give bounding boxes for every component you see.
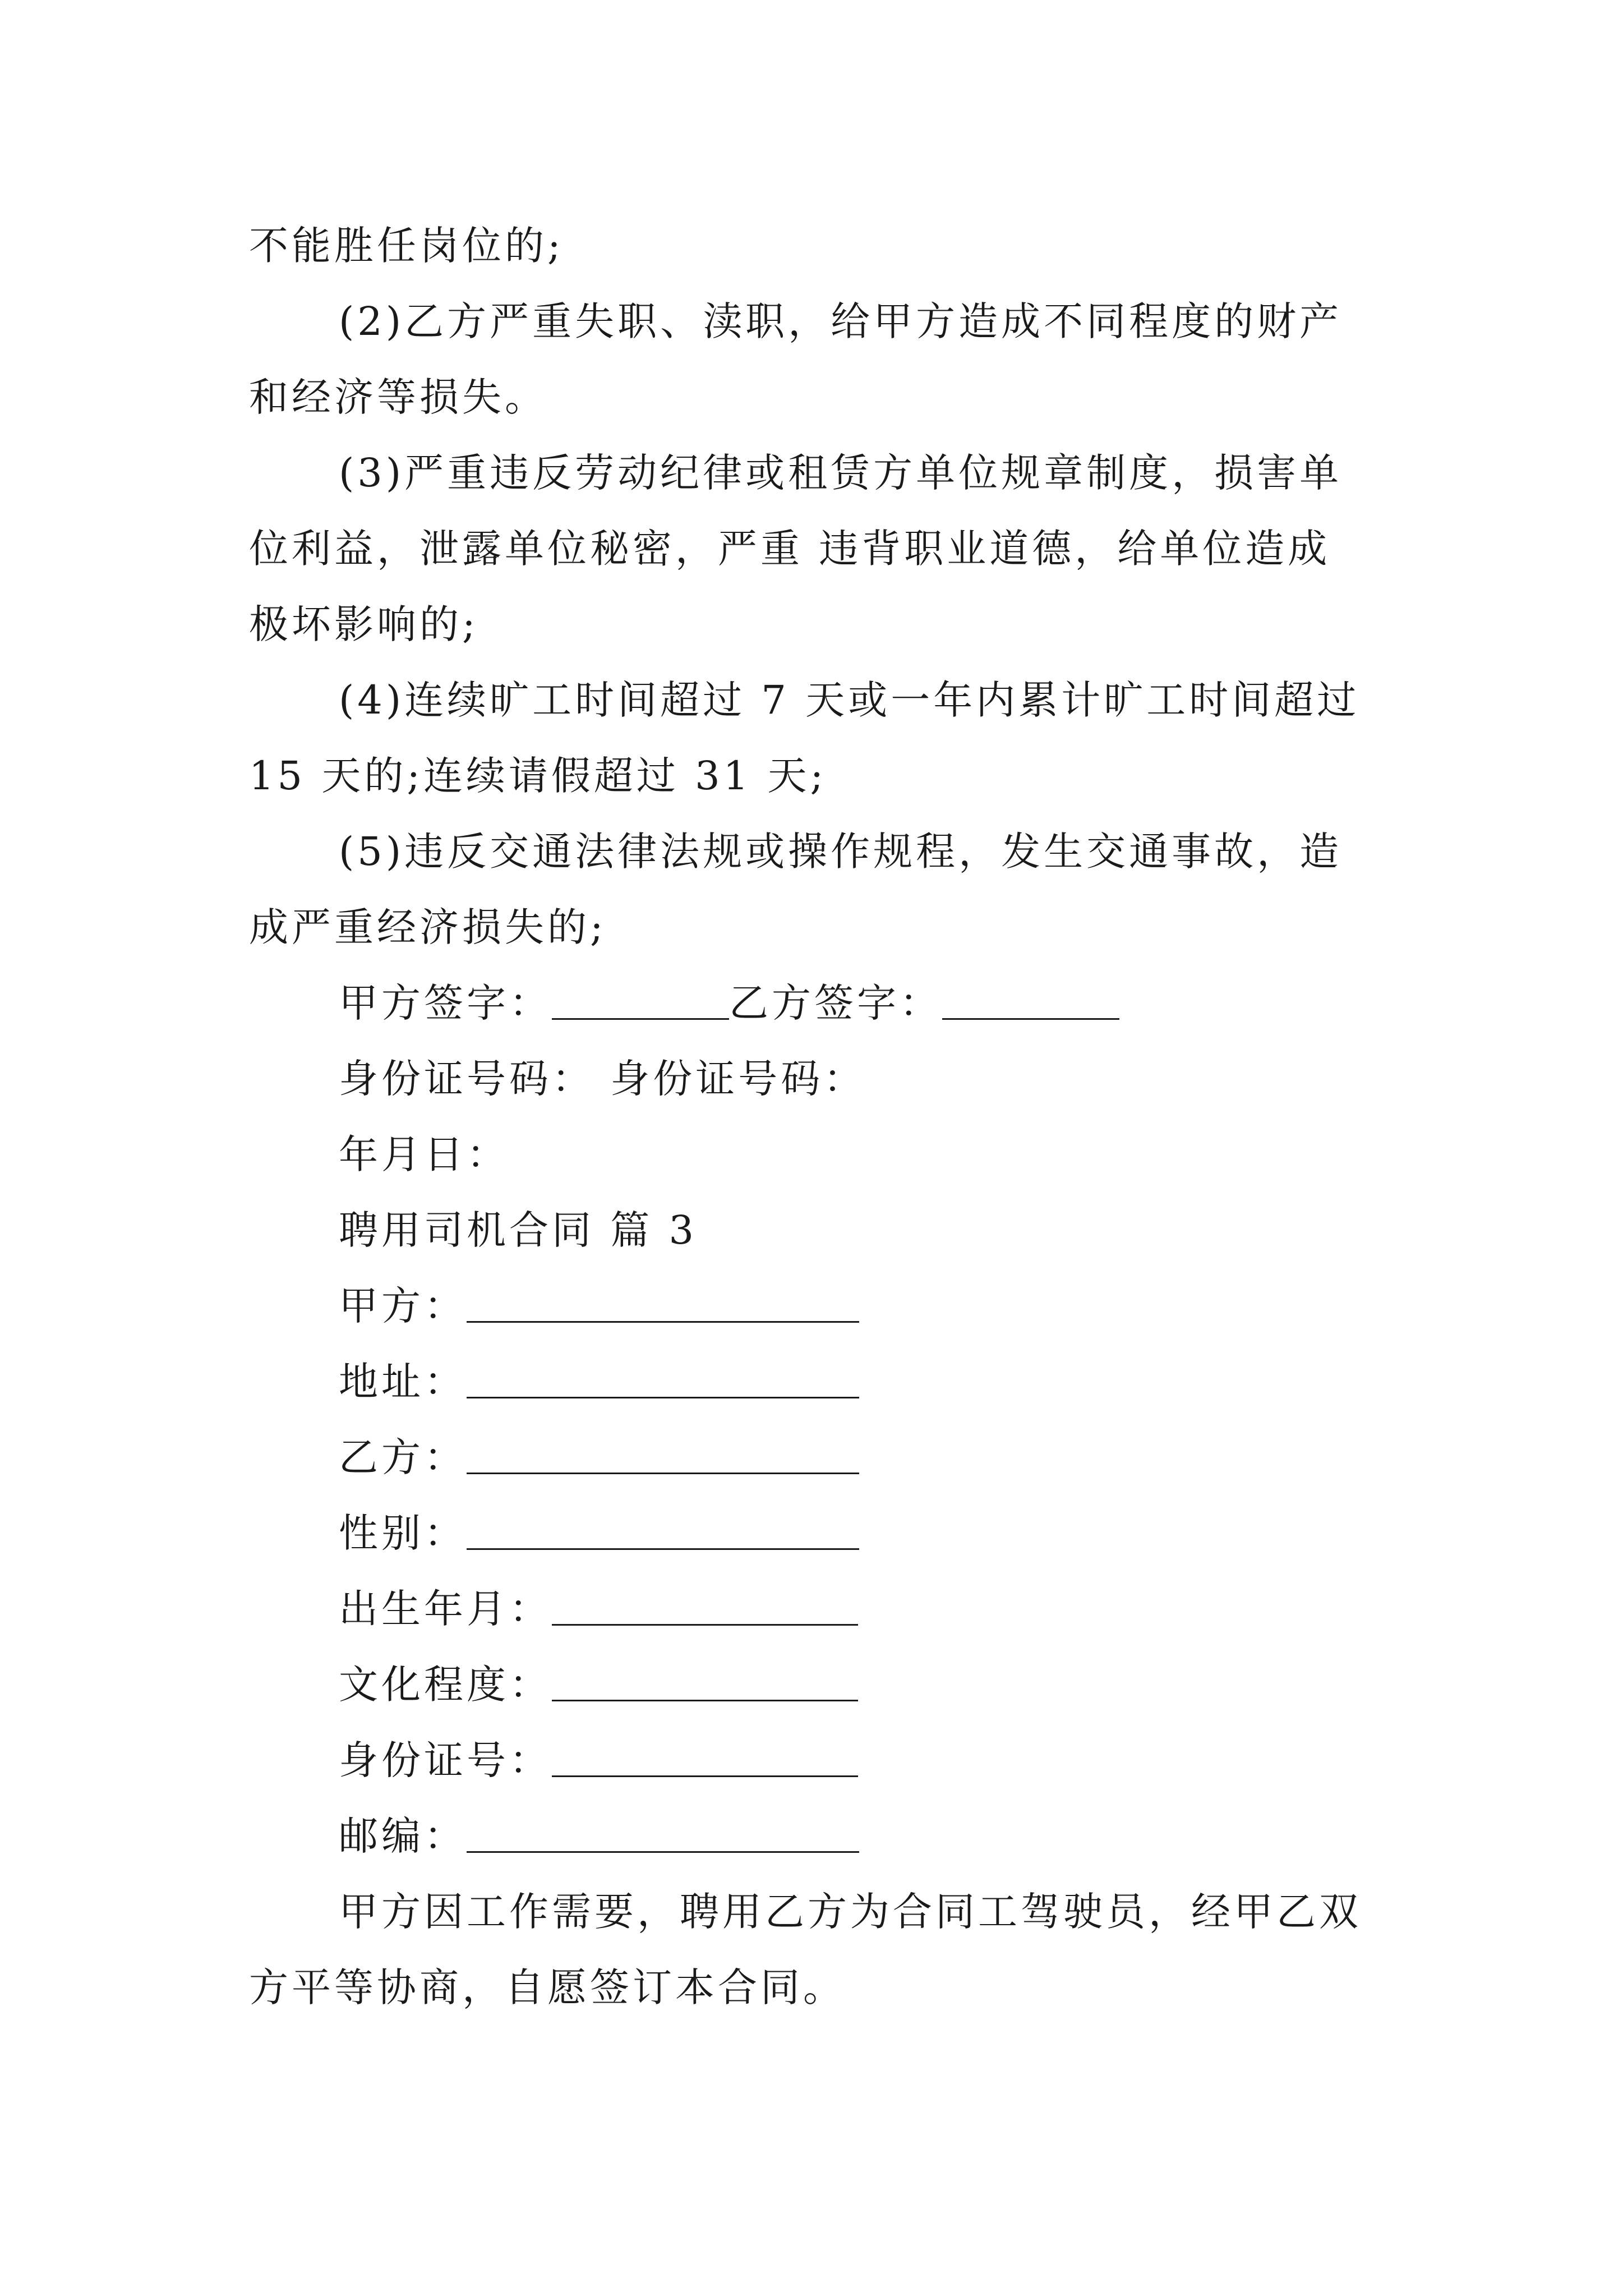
text-line: 和经济等损失。	[249, 374, 547, 420]
id-number-blank[interactable]	[552, 1775, 858, 1777]
field-party-b	[339, 1434, 859, 1480]
text-line: 位利益，泄露单位秘密，严重 违背职业道德，给单位造成	[249, 526, 1331, 572]
text-line: 成严重经济损失的;	[249, 904, 607, 950]
field-postcode	[339, 1813, 859, 1859]
field-label: 文化程度：	[339, 1662, 552, 1708]
party-b-blank[interactable]	[467, 1472, 859, 1474]
signature-line	[339, 980, 1119, 1026]
party-b-signature-label: 乙方签字：	[729, 980, 942, 1026]
text-line: (2)乙方严重失职、渎职，给甲方造成不同程度的财产	[339, 298, 1343, 344]
text-line: 15 天的;连续请假超过 31 天;	[249, 753, 827, 799]
party-a-signature-label: 甲方签字：	[339, 980, 552, 1026]
postcode-blank[interactable]	[467, 1851, 859, 1853]
birth-blank[interactable]	[552, 1623, 858, 1626]
id-number-line: 身份证号码： 身份证号码：	[339, 1056, 866, 1102]
field-id-number	[339, 1737, 858, 1783]
field-label: 地址：	[339, 1359, 467, 1405]
section-title: 聘用司机合同 篇 3	[339, 1207, 698, 1253]
party-b-signature-blank[interactable]	[942, 1018, 1119, 1020]
date-line: 年月日：	[339, 1131, 509, 1177]
field-label: 邮编：	[339, 1813, 467, 1859]
field-education	[339, 1662, 858, 1708]
party-a-signature-blank[interactable]	[552, 1018, 729, 1020]
gender-blank[interactable]	[467, 1548, 859, 1550]
field-party-a	[339, 1283, 859, 1329]
closing-line: 甲方因工作需要，聘用乙方为合同工驾驶员，经甲乙双	[339, 1889, 1362, 1935]
education-blank[interactable]	[552, 1699, 858, 1701]
field-address	[339, 1359, 859, 1405]
field-birth	[339, 1586, 858, 1632]
text-line: 极坏影响的;	[249, 601, 479, 647]
text-line: (4)连续旷工时间超过 7 天或一年内累计旷工时间超过	[339, 677, 1360, 723]
field-label: 性别：	[339, 1510, 467, 1556]
party-a-blank[interactable]	[467, 1320, 859, 1323]
text-line: (3)严重违反劳动纪律或租赁方单位规章制度，损害单	[339, 450, 1343, 496]
field-label: 甲方：	[339, 1283, 467, 1329]
address-blank[interactable]	[467, 1396, 859, 1398]
field-gender	[339, 1510, 859, 1556]
closing-line: 方平等协商，自愿签订本合同。	[249, 1964, 846, 2010]
field-label: 身份证号：	[339, 1737, 552, 1783]
field-label: 乙方：	[339, 1434, 467, 1480]
text-line: 不能胜任岗位的;	[249, 223, 564, 269]
text-line: (5)违反交通法律法规或操作规程，发生交通事故，造	[339, 829, 1343, 875]
field-label: 出生年月：	[339, 1586, 552, 1632]
